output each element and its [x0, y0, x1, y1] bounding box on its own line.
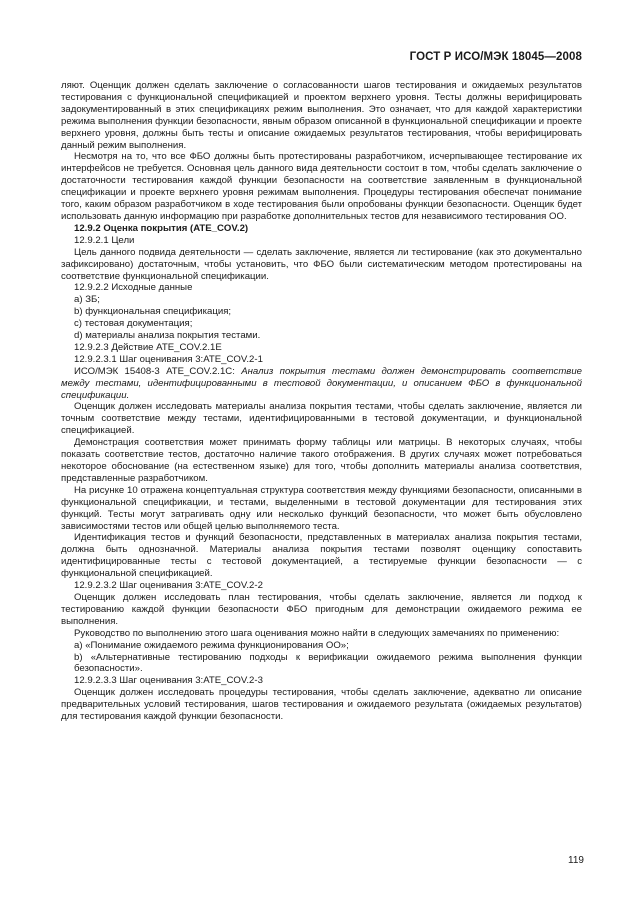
paragraph [61, 342, 582, 354]
paragraph [61, 675, 582, 687]
paragraph-text: ляют. Оценщик должен сделать заключение о согласованности шагов тестирования и ожидаемых результатов тестирования с функциональной спецификацией и проектом верхнего уровня. Тесты должны верифицировать задокументированный в этих спецификациях режим выполнения. Это означает, что для каждой характеристики режима выполнения функции безопасности, явным образом описанной в функциональной спецификации и проекте верхнего уровня, должны быть тесты и описание ожидаемых результатов тестирования, чтобы верифицировать данный режим выполнения. [61, 80, 582, 151]
paragraph [61, 235, 582, 247]
paragraph [61, 640, 582, 652]
paragraph-italic-text: Анализ покрытия тестами должен демонстрировать соответствие между тестами, идентифицированными в тестовой документации, и описанием ФБО в функциональной спецификации. [61, 365, 582, 401]
paragraph [61, 532, 582, 580]
paragraph [61, 652, 582, 676]
paragraph [61, 151, 582, 222]
page-number: 119 [568, 855, 584, 866]
paragraph-text: а) «Понимание ожидаемого режима функционирования ОО»; [74, 639, 349, 651]
paragraph [61, 592, 582, 628]
paragraph [61, 687, 582, 723]
paragraph-text: 12.9.2.1 Цели [74, 234, 135, 246]
running-header: ГОСТ Р ИСО/МЭК 18045—2008 [409, 51, 582, 63]
paragraph-text: Оценщик должен исследовать материалы анализа покрытия тестами, чтобы сделать заключение, является ли точным соответствие между тестами, идентифицированными в тестовой документации, и функциональной спецификацией. [61, 401, 582, 437]
paragraph [61, 366, 582, 402]
paragraph-text: Оценщик должен исследовать план тестирования, чтобы сделать заключение, является ли подход к тестированию каждой функции безопасности ФБО пригодным для демонстрации ожидаемого режима ее выполнения. [61, 591, 582, 627]
paragraph [61, 580, 582, 592]
paragraph [61, 437, 582, 485]
paragraph-text: ИСО/МЭК 15408-3 ATE_COV.2.1С: [74, 365, 242, 377]
paragraph-text: 12.9.2.3.2 Шаг оценивания 3:ATE_COV.2-2 [74, 580, 263, 592]
paragraph [61, 318, 582, 330]
paragraph-text: d) материалы анализа покрытия тестами. [74, 330, 261, 342]
paragraph [61, 485, 582, 533]
paragraph-text: b) «Альтернативные тестированию подходы к верификации ожидаемого режима выполнения функции безопасности». [74, 651, 582, 675]
paragraph [61, 294, 582, 306]
paragraph-text: Руководство по выполнению этого шага оценивания можно найти в следующих замечаниях по применению: [74, 627, 560, 639]
paragraph-text: а) ЗБ; [74, 294, 100, 306]
paragraph [61, 354, 582, 366]
document-body [61, 80, 582, 723]
paragraph-text: Идентификация тестов и функций безопасности, представленных в материалах анализа покрытия тестами, должна быть однозначной. Материалы анализа покрытия тестами позволят оценщику сопоставить идентифицированные тесты с тестовой документацией, а тестируемые функции безопасности — с функциональной спецификацией. [61, 532, 582, 580]
paragraph-text: Демонстрация соответствия может принимать форму таблицы или матрицы. В некоторых случаях, чтобы показать соответствие тестов, достаточно наличие такого отображения. В других случаях может потребоваться некоторое обоснование (на естественном языке) для того, чтобы дополнить материалы анализа соответствия, представленные разработчиком. [61, 437, 582, 484]
paragraph-text: 12.9.2.3 Действие ATE_COV.2.1Е [74, 341, 222, 353]
paragraph [61, 306, 582, 318]
paragraph-text: На рисунке 10 отражена концептуальная структура соответствия между функциями безопасности, описанными в функциональной спецификации, и тестами, выделенными в тестовой документации для тестирования этих функций. Тесты могут затрагивать одну или несколько функций безопасности, что может быть обусловлено зависимостями тестов или общей целью выполняемого теста. [61, 484, 582, 532]
paragraph-text: b) функциональная спецификация; [74, 306, 232, 318]
paragraph [61, 401, 582, 437]
paragraph-text: c) тестовая документация; [74, 318, 193, 330]
paragraph-text: Цель данного подвида деятельности — сделать заключение, является ли тестирование (как это документально зафиксировано) достаточным, чтобы установить, что ФБО были систематическим методом протестированы на соответствие функциональной спецификации. [61, 246, 582, 282]
paragraph-text: 12.9.2 Оценка покрытия (ATE_COV.2) [74, 222, 249, 234]
paragraph [61, 628, 582, 640]
paragraph [61, 80, 582, 151]
paragraph [61, 330, 582, 342]
paragraph-text: Оценщик должен исследовать процедуры тестирования, чтобы сделать заключение, адекватно ли описание предварительных условий тестирования, шагов тестирования и ожидаемого результата (ожидаемых результатов) для тестирования каждой функции безопасности. [61, 687, 582, 723]
paragraph [61, 282, 582, 294]
paragraph-text: 12.9.2.2 Исходные данные [74, 282, 193, 294]
paragraph [61, 247, 582, 283]
paragraph [61, 223, 582, 235]
paragraph-text: 12.9.2.3.1 Шаг оценивания 3:ATE_COV.2-1 [74, 353, 263, 365]
paragraph-text: Несмотря на то, что все ФБО должны быть протестированы разработчиком, исчерпывающее тестирование их интерфейсов не требуется. Основная цель данного вида деятельности состоит в том, чтобы сделать заключение о достаточности тестирования каждой функции безопасности на соответствие заявленным в функциональной спецификации и проекте верхнего уровня режимам выполнения. Процедуры тестирования обеспечат понимание того, каким образом разработчиком в ходе тестирования были опробованы функции безопасности. Оценщик будет использовать данную информацию при разработке дополнительных тестов для независимого тестирования ОО. [61, 151, 582, 222]
paragraph-text: 12.9.2.3.3 Шаг оценивания 3:ATE_COV.2-3 [74, 675, 263, 687]
